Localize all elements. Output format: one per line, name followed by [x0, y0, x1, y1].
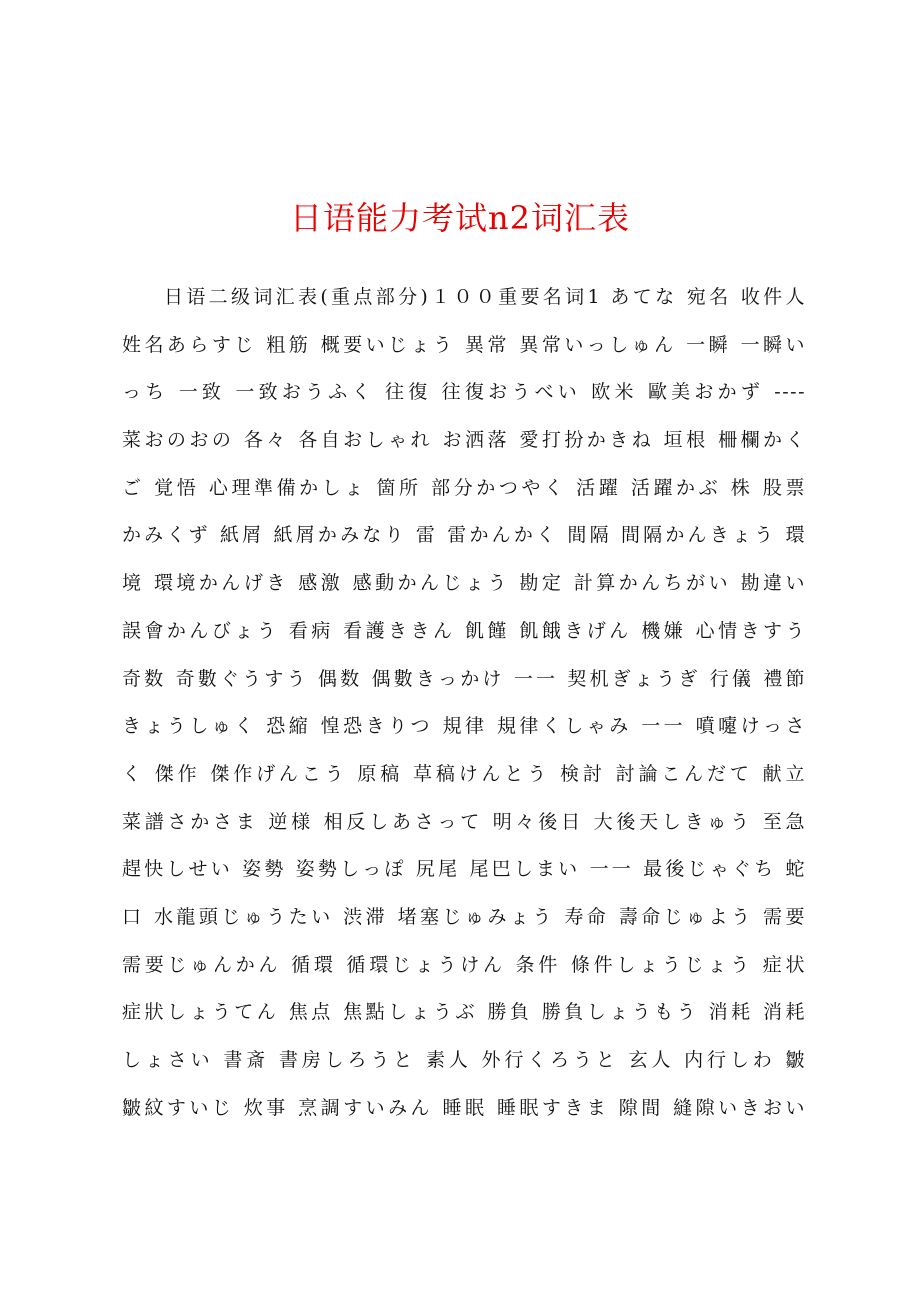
text-line: 口 水龍頭じゅうたい 渋滞 堵塞じゅみょう 寿命 壽命じゅよう 需要: [122, 905, 806, 928]
document-title: 日语能力考试n2词汇表: [290, 199, 630, 237]
text-line: く 傑作 傑作げんこう 原稿 草稿けんとう 検討 討論こんだて 献立: [122, 762, 806, 785]
text-line: 皺紋すいじ 炊事 烹調すいみん 睡眠 睡眠すきま 隙間 縫隙いきおい: [122, 1096, 806, 1119]
text-line: 趕快しせい 姿勢 姿勢しっぽ 尻尾 尾巴しまい 一一 最後じゃぐち 蛇: [122, 858, 806, 881]
text-line: かみくず 紙屑 紙屑かみなり 雷 雷かんかく 間隔 間隔かんきょう 環: [122, 524, 806, 547]
text-line: 需要じゅんかん 循環 循環じょうけん 条件 條件しょうじょう 症状: [122, 953, 806, 976]
text-line: 境 環境かんげき 感激 感動かんじょう 勘定 計算かんちがい 勘違い: [122, 572, 806, 595]
text-line: 誤會かんびょう 看病 看護ききん 飢饉 飢餓きげん 機嫌 心情きすう: [122, 619, 806, 642]
text-line: しょさい 書斎 書房しろうと 素人 外行くろうと 玄人 内行しわ 皺: [122, 1049, 806, 1071]
text-line: 日语二级词汇表(重点部分)１００重要名词1 あてな 宛名 收件人: [164, 286, 806, 308]
text-line: っち 一致 一致おうふく 往復 往復おうべい 欧米 歐美おかず ----: [122, 381, 806, 404]
text-line: 菜おのおの 各々 各自おしゃれ お洒落 愛打扮かきね 垣根 柵欄かく: [122, 429, 806, 452]
text-line: ご 覚悟 心理準備かしょ 箇所 部分かつやく 活躍 活躍かぶ 株 股票: [122, 476, 806, 499]
text-line: 奇数 奇數ぐうすう 偶数 偶數きっかけ 一一 契机ぎょうぎ 行儀 禮節: [122, 667, 806, 690]
text-line: 菜譜さかさま 逆様 相反しあさって 明々後日 大後天しきゅう 至急: [122, 810, 806, 833]
text-line: きょうしゅく 恐縮 惶恐きりつ 規律 規律くしゃみ 一一 噴嚔けっさ: [122, 715, 806, 738]
text-line: 症狀しょうてん 焦点 焦點しょうぶ 勝負 勝負しょうもう 消耗 消耗: [122, 1001, 806, 1024]
text-line: 姓名あらすじ 粗筋 概要いじょう 異常 異常いっしゅん 一瞬 一瞬い: [122, 333, 806, 356]
vocabulary-body: [122, 277, 806, 1135]
